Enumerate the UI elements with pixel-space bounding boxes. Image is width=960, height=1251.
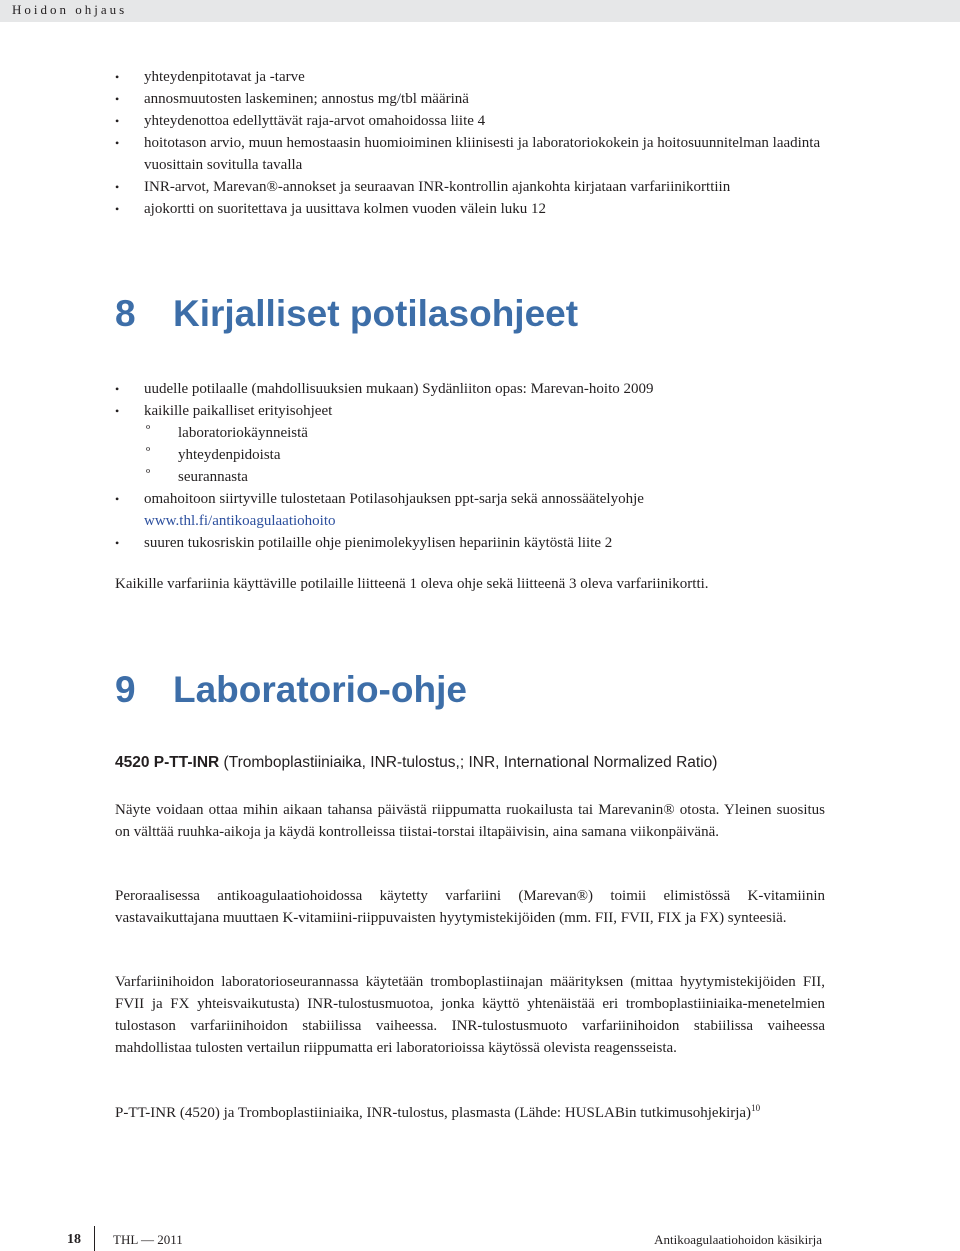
book-title: Antikoagulaatiohoidon käsikirja xyxy=(654,1232,822,1247)
list-item: • hoitotason arvio, muun hemostaasin huomioiminen kliinisesti ja laboratoriokokein ja hoitosuunnitelman laadinta vuosittain sovitulla tavalla xyxy=(115,132,825,176)
list-item: • omahoitoon siirtyville tulostetaan Potilasohjauksen ppt-sarja sekä annossäätelyohje www.thl.fi/antikoagulaatiohoito xyxy=(115,488,825,532)
bullet-icon: • xyxy=(115,202,120,216)
sub-list-item: º yhteydenpidoista xyxy=(144,444,825,466)
lab-test-code: 4520 P-TT-INR xyxy=(115,754,220,771)
sub-list-item: º laboratoriokäynneistä xyxy=(144,422,825,444)
bullet-icon: • xyxy=(115,492,120,506)
closing-paragraph: Kaikille varfariinia käyttäville potilaille liitteenä 1 oleva ohje sekä liitteenä 3 oleva varfariinikortti. xyxy=(115,576,709,592)
paragraph-sample: Näyte voidaan ottaa mihin aikaan tahansa päivästä riippumatta ruokailusta tai Marevanin® otosta. Yleinen suositus on välttää ruuhka-aikoja ja käydä kontrolleissa tiistai-torstai iltapäivisin, aina samana viikonpäivänä. xyxy=(115,802,825,840)
circle-bullet-icon: º xyxy=(146,466,151,481)
section-9-heading xyxy=(115,668,467,712)
paragraph-inr: Varfariinihoidon laboratorioseurannassa käytetään tromboplastiinajan määrityksen (mittaa hyytymistekijöiden FII, FVII ja FX yhteisvaikutusta) INR-tulostusmuotoa, jonka käyttö yhtenäistää eri tromboplastiiniaika-menetelmien tulostason varfariinihoidon stabiilissa vaiheessa. INR-tulostusmuoto varfariinihoidon stabiilissa vaiheessa mahdollistaa tulosten vertailun riippumatta eri laboratorioissa käytössä olevista reagensseista. xyxy=(115,974,825,1056)
section-8-heading xyxy=(115,292,578,336)
thl-link[interactable]: www.thl.fi/antikoagulaatiohoito xyxy=(144,513,336,529)
section-title: Laboratorio-ohje xyxy=(173,669,467,710)
bullet-icon: • xyxy=(115,536,120,550)
running-head-title: Hoidon ohjaus xyxy=(12,2,128,17)
footer-divider xyxy=(94,1226,95,1251)
paragraph-varfariini: Peroraalisessa antikoagulaatiohoidossa käytetty varfariini (Marevan®) toimii elimistössä K-vitamiinin vastavaikuttajana muuttaen K-vitamiini-riippuvaisten hyytymistekijöiden (mm. FII, FVII, FIX ja FX) synteesiä. xyxy=(115,888,825,926)
list-item: • uudelle potilaalle (mahdollisuuksien mukaan) Sydänliiton opas: Marevan-hoito 2009 xyxy=(115,378,825,400)
footnote-ref: 10 xyxy=(751,1103,761,1113)
list-item: • kaikille paikalliset erityisohjeet º laboratoriokäynneistä º yhteydenpidoista º seurannasta xyxy=(115,400,825,488)
bullet-icon: • xyxy=(115,92,120,106)
list-item: • ajokortti on suoritettava ja uusittava kolmen vuoden välein luku 12 xyxy=(115,198,825,220)
bullet-icon: • xyxy=(115,180,120,194)
section-number: 9 xyxy=(115,669,136,710)
list-item: • INR-arvot, Marevan®-annokset ja seuraavan INR-kontrollin ajankohta kirjataan varfariinikorttiin xyxy=(115,176,825,198)
list-item: • annosmuutosten laskeminen; annostus mg/tbl määrinä xyxy=(115,88,825,110)
page-footer xyxy=(0,1226,960,1251)
circle-bullet-icon: º xyxy=(146,444,151,459)
circle-bullet-icon: º xyxy=(146,422,151,437)
list-item: • suuren tukosriskin potilaille ohje pienimolekyylisen hepariinin käytöstä liite 2 xyxy=(115,532,825,554)
bullet-list-potilasohjeet xyxy=(115,378,825,554)
section-title: Kirjalliset potilasohjeet xyxy=(173,293,579,334)
bullet-icon: • xyxy=(115,70,120,84)
bullet-icon: • xyxy=(115,114,120,128)
section-number: 8 xyxy=(115,293,136,334)
running-head xyxy=(0,0,960,22)
paragraph-source: P-TT-INR (4520) ja Tromboplastiiniaika, INR-tulostus, plasmasta (Lähde: HUSLABin tutkimusohjekirja)$^{10}$ xyxy=(115,1103,761,1121)
bullet-icon: • xyxy=(115,136,120,150)
lab-test-line xyxy=(115,752,825,774)
lab-test-description: (Tromboplastiiniaika, INR-tulostus,; INR, International Normalized Ratio) xyxy=(219,754,718,771)
list-item: • yhteydenottoa edellyttävät raja-arvot omahoidossa liite 4 xyxy=(115,110,825,132)
list-item: • yhteydenpitotavat ja -tarve xyxy=(115,66,825,88)
bullet-icon: • xyxy=(115,404,120,418)
page-number: 18 xyxy=(67,1232,81,1247)
publisher-year: THL — 2011 xyxy=(113,1232,183,1247)
sub-list-item: º seurannasta xyxy=(144,466,825,488)
sub-list xyxy=(144,422,825,488)
bullet-list-hoidon-ohjaus xyxy=(115,66,825,220)
bullet-icon: • xyxy=(115,382,120,396)
